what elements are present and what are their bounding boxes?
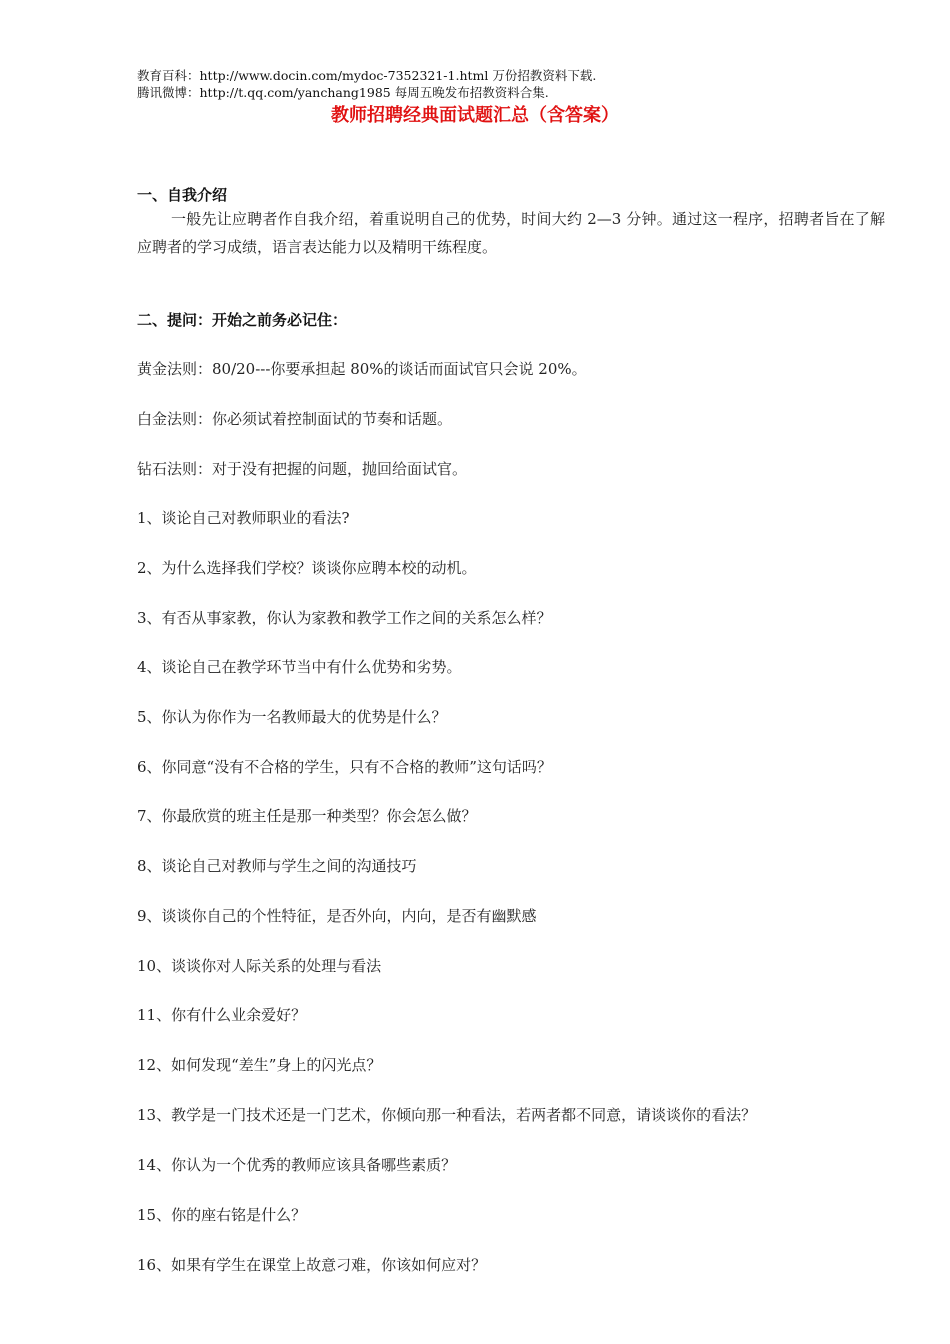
question-item: 16、如果有学生在课堂上故意刁难，你该如何应对？	[137, 1256, 487, 1274]
rule-platinum: 白金法则：你必须试着控制面试的节奏和话题。	[137, 410, 453, 428]
header-line-1: 教育百科：http://www.docin.com/mydoc-7352321-1.html 万份招教资料下载.	[137, 68, 597, 83]
question-item: 3、有否从事家教，你认为家教和教学工作之间的关系怎么样？	[137, 609, 552, 627]
question-item: 12、如何发现“差生”身上的闪光点？	[137, 1056, 382, 1074]
question-item: 14、你认为一个优秀的教师应该具备哪些素质？	[137, 1156, 457, 1174]
question-item: 13、教学是一门技术还是一门艺术，你倾向那一种看法，若两者都不同意，请谈谈你的看法？	[137, 1106, 757, 1124]
question-item: 11、你有什么业余爱好？	[137, 1006, 307, 1024]
rule-diamond: 钻石法则：对于没有把握的问题，抛回给面试官。	[137, 460, 468, 478]
question-item: 1、谈论自己对教师职业的看法?	[137, 509, 350, 527]
question-item: 15、你的座右铭是什么？	[137, 1206, 307, 1224]
question-item: 8、谈论自己对教师与学生之间的沟通技巧	[137, 857, 417, 875]
question-item: 9、谈谈你自己的个性特征，是否外向，内向，是否有幽默感	[137, 907, 537, 925]
question-item: 4、谈论自己在教学环节当中有什么优势和劣势。	[137, 658, 462, 676]
question-item: 7、你最欣赏的班主任是那一种类型？你会怎么做？	[137, 807, 477, 825]
document-title: 教师招聘经典面试题汇总（含答案）	[331, 105, 619, 126]
question-item: 2、为什么选择我们学校？谈谈你应聘本校的动机。	[137, 559, 477, 577]
question-item: 10、谈谈你对人际关系的处理与看法	[137, 957, 382, 975]
section-1-heading: 一、自我介绍	[137, 186, 228, 204]
question-item: 6、你同意“没有不合格的学生，只有不合格的教师”这句话吗？	[137, 758, 552, 776]
question-item: 5、你认为你作为一名教师最大的优势是什么？	[137, 708, 447, 726]
section-2-heading: 二、提问：开始之前务必记住：	[137, 311, 348, 329]
header-line-2: 腾讯微博：http://t.qq.com/yanchang1985 每周五晚发布招教资料合集.	[137, 85, 549, 100]
section-1-paragraph: 一般先让应聘者作自我介绍，着重说明自己的优势，时间大约 2—3 分钟。通过这一程序，招聘者旨在了解应聘者的学习成绩，语言表达能力以及精明干练程度。	[137, 210, 885, 256]
rule-golden: 黄金法则：80/20---你要承担起 80%的谈话而面试官只会说 20%。	[137, 360, 587, 378]
